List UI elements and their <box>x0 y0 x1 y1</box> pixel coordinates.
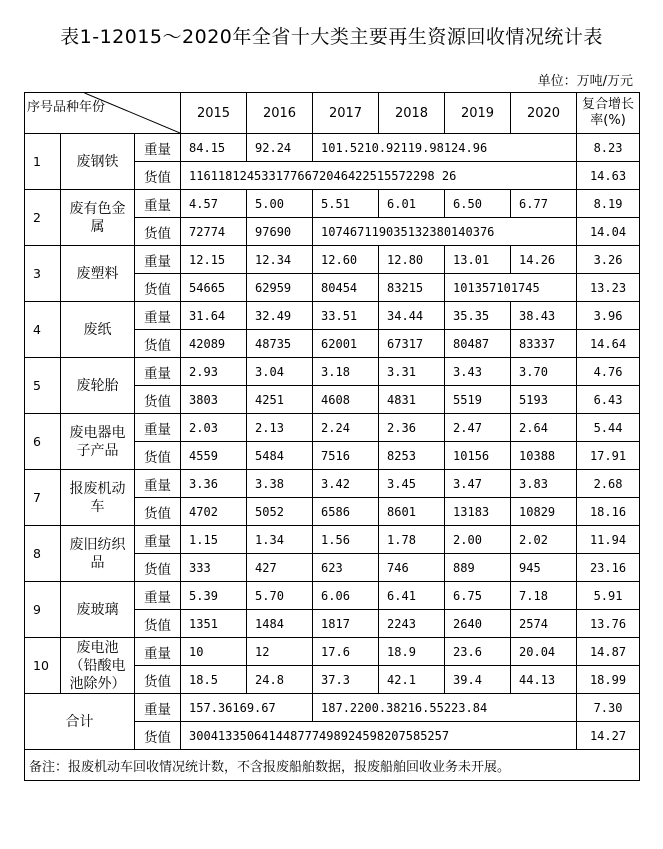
value-cell: 3.36 <box>181 470 247 498</box>
measure-label: 重量 <box>135 134 181 162</box>
category-name: 废旧纺织品 <box>61 526 135 582</box>
value-cell: 4.57 <box>181 190 247 218</box>
value-cell: 84.15 <box>181 134 247 162</box>
measure-label: 重量 <box>135 694 181 722</box>
row-index: 3 <box>25 246 61 302</box>
value-cell: 2243 <box>379 610 445 638</box>
growth-rate-cell: 14.64 <box>577 330 640 358</box>
value-cell: 1.56 <box>313 526 379 554</box>
value-cell: 62959 <box>247 274 313 302</box>
table-row <box>25 526 640 554</box>
growth-rate-cell: 3.96 <box>577 302 640 330</box>
measure-label: 重量 <box>135 190 181 218</box>
total-label: 合计 <box>25 694 135 750</box>
value-cell: 3.45 <box>379 470 445 498</box>
growth-rate-cell: 13.76 <box>577 610 640 638</box>
category-name: 废轮胎 <box>61 358 135 414</box>
measure-label: 重量 <box>135 470 181 498</box>
measure-label: 重量 <box>135 638 181 666</box>
growth-rate-cell: 14.87 <box>577 638 640 666</box>
value-cell: 3.18 <box>313 358 379 386</box>
value-cell: 333 <box>181 554 247 582</box>
value-cell: 3.83 <box>511 470 577 498</box>
table-row <box>25 582 640 610</box>
value-cell: 13.01 <box>445 246 511 274</box>
value-cell: 10156 <box>445 442 511 470</box>
category-name: 报废机动车 <box>61 470 135 526</box>
value-cell: 1484 <box>247 610 313 638</box>
value-cell: 20.04 <box>511 638 577 666</box>
measure-label: 货值 <box>135 554 181 582</box>
row-index: 7 <box>25 470 61 526</box>
value-cell: 18.9 <box>379 638 445 666</box>
growth-rate-cell: 5.91 <box>577 582 640 610</box>
value-cell: 6.77 <box>511 190 577 218</box>
growth-rate-cell: 6.43 <box>577 386 640 414</box>
table-row <box>25 190 640 218</box>
value-cell: 4702 <box>181 498 247 526</box>
value-cell: 101357101745 <box>445 274 577 302</box>
value-cell: 5519 <box>445 386 511 414</box>
measure-label: 重量 <box>135 526 181 554</box>
value-cell: 2.36 <box>379 414 445 442</box>
value-cell: 3.31 <box>379 358 445 386</box>
measure-label: 货值 <box>135 498 181 526</box>
value-cell: 5193 <box>511 386 577 414</box>
value-cell: 6.75 <box>445 582 511 610</box>
value-cell: 33.51 <box>313 302 379 330</box>
value-cell: 746 <box>379 554 445 582</box>
measure-label: 货值 <box>135 722 181 750</box>
category-name: 废有色金属 <box>61 190 135 246</box>
header-year: 2020 <box>511 93 577 134</box>
value-cell: 13183 <box>445 498 511 526</box>
growth-rate-cell: 23.16 <box>577 554 640 582</box>
header-year: 2018 <box>379 93 445 134</box>
value-cell: 6.41 <box>379 582 445 610</box>
value-cell: 1.78 <box>379 526 445 554</box>
value-cell: 1161181245331776672046422515572298 26 <box>181 162 577 190</box>
row-index: 6 <box>25 414 61 470</box>
measure-label: 重量 <box>135 358 181 386</box>
value-cell: 10829 <box>511 498 577 526</box>
header-rate: 复合增长率(%) <box>577 93 640 134</box>
value-cell: 8253 <box>379 442 445 470</box>
growth-rate-cell: 14.27 <box>577 722 640 750</box>
value-cell: 4608 <box>313 386 379 414</box>
total-value-cell: 157.36169.67 <box>181 694 313 722</box>
total-value-cell: 300413350641448777498924598207585257 <box>181 722 577 750</box>
category-name: 废电器电子产品 <box>61 414 135 470</box>
header-year: 2017 <box>313 93 379 134</box>
value-cell: 7.18 <box>511 582 577 610</box>
category-name: 废电池（铅酸电池除外） <box>61 638 135 694</box>
value-cell: 97690 <box>247 218 313 246</box>
unit-label: 单位：万吨/万元 <box>537 74 633 89</box>
table-row <box>25 414 640 442</box>
value-cell: 83215 <box>379 274 445 302</box>
value-cell: 38.43 <box>511 302 577 330</box>
growth-rate-cell: 7.30 <box>577 694 640 722</box>
value-cell: 623 <box>313 554 379 582</box>
row-index: 10 <box>25 638 61 694</box>
row-index: 2 <box>25 190 61 246</box>
value-cell: 23.6 <box>445 638 511 666</box>
table-note: 备注：报废机动车回收情况统计数，不含报废船舶数据，报废船舶回收业务未开展。 <box>25 750 640 781</box>
measure-label: 重量 <box>135 414 181 442</box>
value-cell: 1351 <box>181 610 247 638</box>
value-cell: 12.15 <box>181 246 247 274</box>
value-cell: 18.5 <box>181 666 247 694</box>
measure-label: 货值 <box>135 442 181 470</box>
value-cell: 5.00 <box>247 190 313 218</box>
value-cell: 4831 <box>379 386 445 414</box>
value-cell: 945 <box>511 554 577 582</box>
value-cell: 80454 <box>313 274 379 302</box>
value-cell: 6.50 <box>445 190 511 218</box>
growth-rate-cell: 11.94 <box>577 526 640 554</box>
value-cell: 5.39 <box>181 582 247 610</box>
value-cell: 12.34 <box>247 246 313 274</box>
growth-rate-cell: 18.99 <box>577 666 640 694</box>
total-value-cell: 187.2200.38216.55223.84 <box>313 694 577 722</box>
value-cell: 3.04 <box>247 358 313 386</box>
row-index: 4 <box>25 302 61 358</box>
header-row <box>25 93 640 134</box>
row-index: 5 <box>25 358 61 414</box>
table-row <box>25 302 640 330</box>
header-year: 2015 <box>181 93 247 134</box>
growth-rate-cell: 2.68 <box>577 470 640 498</box>
value-cell: 44.13 <box>511 666 577 694</box>
header-year: 2019 <box>445 93 511 134</box>
growth-rate-cell: 13.23 <box>577 274 640 302</box>
value-cell: 24.8 <box>247 666 313 694</box>
value-cell: 12.80 <box>379 246 445 274</box>
value-cell: 12 <box>247 638 313 666</box>
value-cell: 107467119035132380140376 <box>313 218 577 246</box>
value-cell: 8601 <box>379 498 445 526</box>
value-cell: 101.5210.92119.98124.96 <box>313 134 577 162</box>
value-cell: 54665 <box>181 274 247 302</box>
value-cell: 5052 <box>247 498 313 526</box>
growth-rate-cell: 14.04 <box>577 218 640 246</box>
value-cell: 3.43 <box>445 358 511 386</box>
value-cell: 2.13 <box>247 414 313 442</box>
value-cell: 2.24 <box>313 414 379 442</box>
value-cell: 39.4 <box>445 666 511 694</box>
value-cell: 5.51 <box>313 190 379 218</box>
value-cell: 3803 <box>181 386 247 414</box>
value-cell: 2640 <box>445 610 511 638</box>
value-cell: 42089 <box>181 330 247 358</box>
measure-label: 重量 <box>135 582 181 610</box>
table-row <box>25 134 640 162</box>
measure-label: 货值 <box>135 274 181 302</box>
measure-label: 重量 <box>135 246 181 274</box>
value-cell: 31.64 <box>181 302 247 330</box>
value-cell: 2.64 <box>511 414 577 442</box>
table-row <box>25 358 640 386</box>
value-cell: 4559 <box>181 442 247 470</box>
value-cell: 72774 <box>181 218 247 246</box>
value-cell: 10388 <box>511 442 577 470</box>
growth-rate-cell: 5.44 <box>577 414 640 442</box>
value-cell: 80487 <box>445 330 511 358</box>
value-cell: 1.15 <box>181 526 247 554</box>
value-cell: 1817 <box>313 610 379 638</box>
table-row <box>25 470 640 498</box>
value-cell: 12.60 <box>313 246 379 274</box>
value-cell: 5.70 <box>247 582 313 610</box>
header-corner <box>25 93 181 134</box>
value-cell: 35.35 <box>445 302 511 330</box>
value-cell: 3.38 <box>247 470 313 498</box>
value-cell: 6.01 <box>379 190 445 218</box>
measure-label: 重量 <box>135 302 181 330</box>
value-cell: 2.00 <box>445 526 511 554</box>
measure-label: 货值 <box>135 162 181 190</box>
value-cell: 2.47 <box>445 414 511 442</box>
value-cell: 2574 <box>511 610 577 638</box>
value-cell: 6.06 <box>313 582 379 610</box>
value-cell: 3.70 <box>511 358 577 386</box>
growth-rate-cell: 3.26 <box>577 246 640 274</box>
row-index: 1 <box>25 134 61 190</box>
table-row <box>25 638 640 666</box>
value-cell: 83337 <box>511 330 577 358</box>
value-cell: 2.03 <box>181 414 247 442</box>
growth-rate-cell: 17.91 <box>577 442 640 470</box>
value-cell: 1.34 <box>247 526 313 554</box>
value-cell: 427 <box>247 554 313 582</box>
row-index: 9 <box>25 582 61 638</box>
growth-rate-cell: 8.23 <box>577 134 640 162</box>
value-cell: 92.24 <box>247 134 313 162</box>
value-cell: 889 <box>445 554 511 582</box>
value-cell: 5484 <box>247 442 313 470</box>
note-row <box>25 750 640 781</box>
category-name: 废钢铁 <box>61 134 135 190</box>
value-cell: 34.44 <box>379 302 445 330</box>
value-cell: 4251 <box>247 386 313 414</box>
value-cell: 3.42 <box>313 470 379 498</box>
value-cell: 14.26 <box>511 246 577 274</box>
row-index: 8 <box>25 526 61 582</box>
growth-rate-cell: 4.76 <box>577 358 640 386</box>
value-cell: 37.3 <box>313 666 379 694</box>
value-cell: 17.6 <box>313 638 379 666</box>
category-name: 废纸 <box>61 302 135 358</box>
measure-label: 货值 <box>135 218 181 246</box>
total-row <box>25 694 640 722</box>
value-cell: 62001 <box>313 330 379 358</box>
value-cell: 6586 <box>313 498 379 526</box>
header-year: 2016 <box>247 93 313 134</box>
growth-rate-cell: 18.16 <box>577 498 640 526</box>
value-cell: 32.49 <box>247 302 313 330</box>
value-cell: 2.02 <box>511 526 577 554</box>
value-cell: 67317 <box>379 330 445 358</box>
growth-rate-cell: 8.19 <box>577 190 640 218</box>
growth-rate-cell: 14.63 <box>577 162 640 190</box>
measure-label: 货值 <box>135 330 181 358</box>
recycling-statistics-table <box>24 92 640 781</box>
value-cell: 10 <box>181 638 247 666</box>
measure-label: 货值 <box>135 666 181 694</box>
measure-label: 货值 <box>135 610 181 638</box>
value-cell: 48735 <box>247 330 313 358</box>
value-cell: 7516 <box>313 442 379 470</box>
value-cell: 2.93 <box>181 358 247 386</box>
table-row <box>25 246 640 274</box>
header-corner-label: 序号品种年份 <box>27 100 106 115</box>
measure-label: 货值 <box>135 386 181 414</box>
table-title: 表1-12015～2020年全省十大类主要再生资源回收情况统计表 <box>60 26 603 48</box>
value-cell: 3.47 <box>445 470 511 498</box>
value-cell: 42.1 <box>379 666 445 694</box>
category-name: 废塑料 <box>61 246 135 302</box>
category-name: 废玻璃 <box>61 582 135 638</box>
